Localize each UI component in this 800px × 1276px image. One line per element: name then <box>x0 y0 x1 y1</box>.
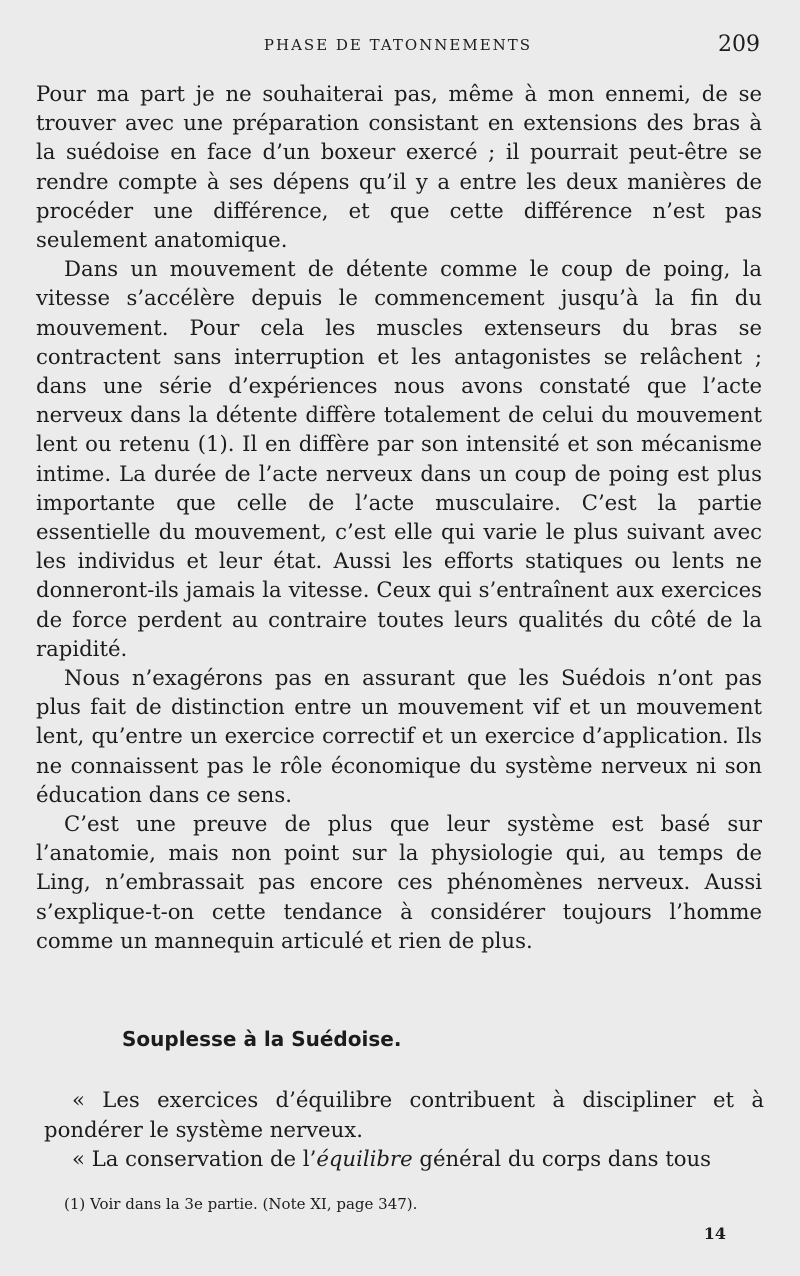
paragraph-2: Dans un mouvement de détente comme le coup de poing, la vitesse s’accélère depuis le commencement jusqu’à la fin du mouvement. Pour cela les muscles extenseurs du bras se contractent sans interruption et les antagonistes se relâchent ; dans une série d’expériences nous avons constaté que l’acte nerveux dans la détente diffère totalement de celui du mouvement lent ou retenu (1). Il en diffère par son intensité et son mécanisme intime. La durée de l’acte nerveux dans un coup de poing est plus importante que celle de l’acte musculaire. C’est la partie essentielle du mouvement, c’est elle qui varie le plus suivant avec les individus et leur état. Aussi les efforts statiques ou lents ne donneront-ils jamais la vitesse. Ceux qui s’entraînent aux exercices de force perdent au contraire toutes leurs qualités du côté de la rapidité. <box>36 256 762 661</box>
section-heading: Souplesse à la Suédoise. <box>122 1027 402 1051</box>
running-title: PHASE DE TATONNEMENTS <box>263 36 533 54</box>
paragraph-4: C’est une preuve de plus que leur système est basé sur l’anatomie, mais non point sur la physiologie qui, au temps de Ling, n’embrassait pas encore ces phénomènes nerveux. Aussi s’explique-t-on cette tendance à considérer toujours l’homme comme un mannequin articulé et rien de plus. <box>36 811 762 953</box>
signature-mark: 14 <box>703 1224 726 1243</box>
quote-2-end: général du corps dans tous <box>412 1146 712 1171</box>
running-head <box>36 32 760 58</box>
quote-2-start: « La conservation de l’ <box>72 1146 317 1171</box>
quote-paragraph-1: « Les exercices d’équilibre contribuent à discipliner et à pondérer le système nerveux. <box>44 1087 764 1142</box>
footnote: (1) Voir dans la 3e partie. (Note XI, page 347). <box>64 1195 418 1213</box>
quote-block <box>44 1085 764 1174</box>
body-text <box>36 79 762 955</box>
page-number: 209 <box>718 32 760 57</box>
paragraph-3: Nous n’exagérons pas en assurant que les Suédois n’ont pas plus fait de distinction entre un mouvement vif et un mouvement lent, qu’entre un exercice correctif et un exercice d’application. Ils ne connaissent pas le rôle économique du système nerveux ni son éducation dans ce sens. <box>36 665 762 807</box>
quote-2-emphasis: équilibre <box>316 1146 413 1171</box>
quote-paragraph-2 <box>44 1144 764 1174</box>
paragraph-1: Pour ma part je ne souhaiterai pas, même à mon ennemi, de se trouver avec une préparation consistant en extensions des bras à la suédoise en face d’un boxeur exercé ; il pourrait peut-être se rendre compte à ses dépens qu’il y a entre les deux manières de procéder une différence, et que cette différence n’est pas seulement anatomique. <box>36 81 762 253</box>
